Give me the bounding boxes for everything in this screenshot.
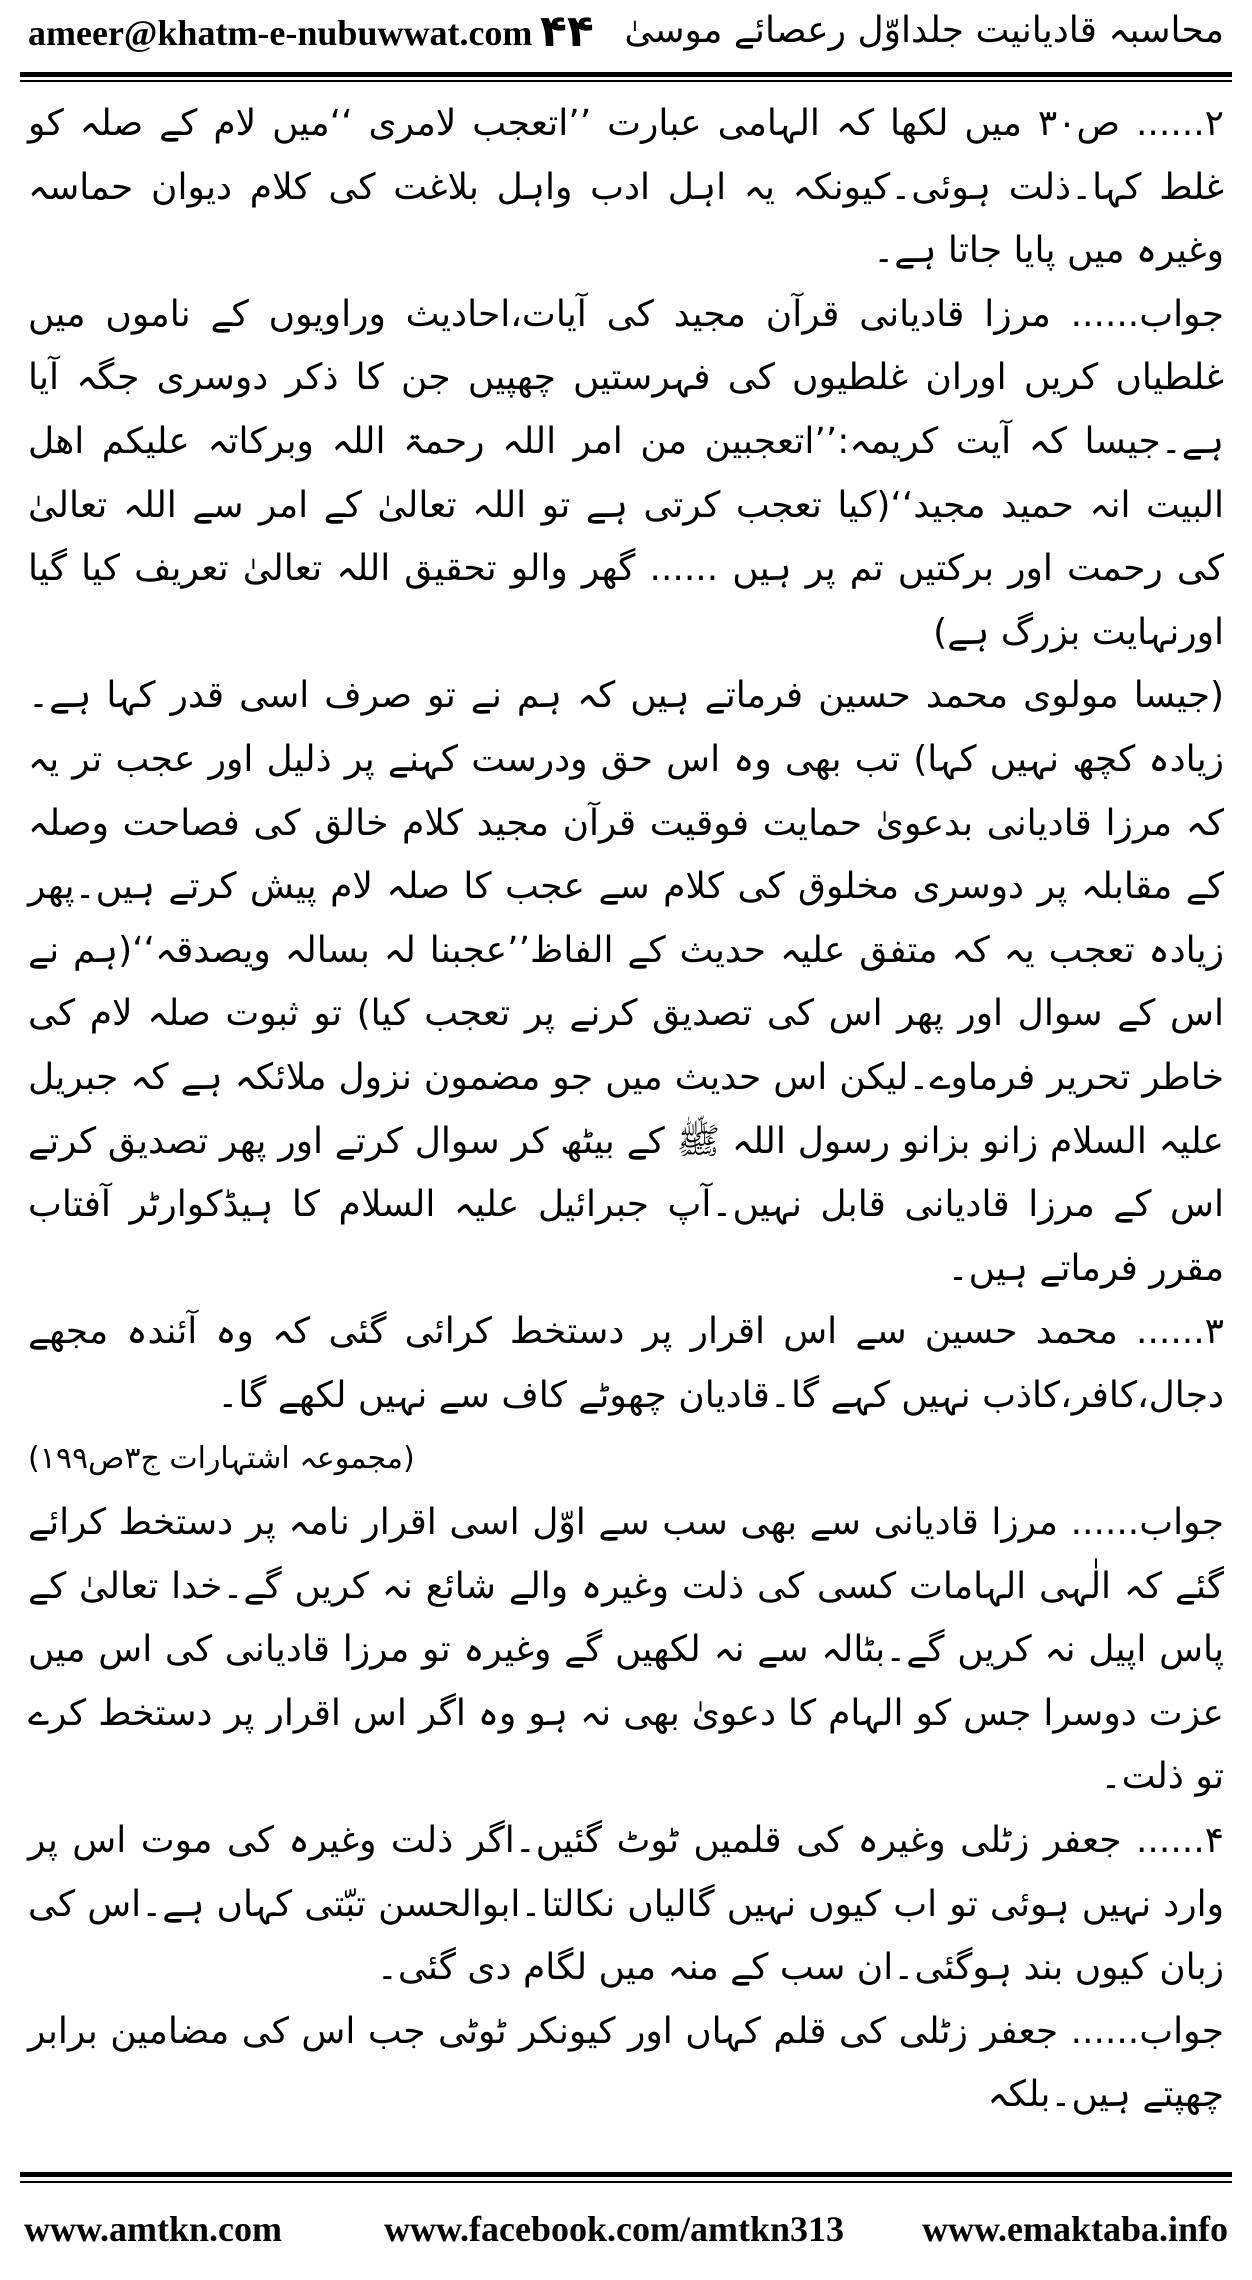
page-footer [24, 2200, 1228, 2260]
footer-link-amtkn[interactable]: www.amtkn.com [24, 2209, 282, 2249]
header-rule-thin [20, 80, 1232, 82]
paragraph-answer-3: جواب...... جعفر زٹلی کی قلم کہاں اور کیونکر ٹوٹی جب اس کی مضامین برابر چھپتے ہیں۔بلکہ [28, 2010, 1224, 2116]
page-header [20, 6, 1232, 70]
page-number: ۴۴ [540, 6, 594, 57]
paragraph-3: ۳...... محمد حسین سے اس اقرار پر دستخط کرائی گئی کہ وہ آئندہ مجھے دجال،کافر،کاذب نہیں کہے گا۔قادیان چھوٹے کاف سے نہیں لکھے گا۔ [28, 1311, 1224, 1416]
page-body [28, 92, 1224, 2162]
book-title: محاسبہ قادیانیت جلداوّل رعصائے موسیٰ [624, 10, 1224, 51]
citation: (مجموعہ اشتہارات ج۳ص۱۹۹) [28, 1441, 415, 1477]
paragraph-answer-1: جواب...... مرزا قادیانی قرآن مجید کی آیات،احادیث وراویوں کے ناموں میں غلطیاں کریں اوران غلطیوں کی فہرستیں چھپیں جن کا ذکر دوسری جگہ آیا ہے۔جیسا کہ آیت کریمہ:’’اتعجبین من امر اللہ رحمۃ اللہ وبرکاتہ علیکم اھل البیت انہ حمید مجید‘‘(کیا تعجب کرتی ہے تو اللہ تعالیٰ کے امر سے اللہ تعالیٰ کی رحمت اور برکتیں تم پر ہیں ...... گھر والو تحقیق اللہ تعالیٰ تعریف کیا گیا اورنہایت بزرگ ہے) [28, 293, 1224, 653]
header-rule-thick [20, 72, 1232, 77]
paragraph-answer-2: جواب...... مرزا قادیانی سے بھی سب سے اوّل اسی اقرار نامہ پر دستخط کرائے گئے کہ الٰہی الہامات کسی کی ذلت وغیرہ والے شائع نہ کریں گے۔خدا تعالیٰ کے پاس اپیل نہ کریں گے۔بٹالہ سے نہ لکھیں گے وغیرہ تو مرزا قادیانی کی اس میں عزت دوسرا جس کو الہام کا دعویٰ بھی نہ ہو وہ اگر اس اقرار پر دستخط کرے تو ذلت۔ [28, 1502, 1224, 1798]
footer-link-emaktaba[interactable]: www.emaktaba.info [921, 2209, 1228, 2249]
header-email[interactable]: ameer@khatm-e-nubuwwat.com [28, 13, 533, 53]
paragraph-2: ۲...... ص۳۰ میں لکھا کہ الہامی عبارت ’’اتعجب لامری ‘‘میں لام کے صلہ کو غلط کہا۔ذلت ہوئی۔کیونکہ یہ اہل ادب واہل بلاغت کی کلام دیوان حماسہ وغیرہ میں پایا جاتا ہے۔ [28, 103, 1224, 272]
paragraph-continuation: (جیسا مولوی محمد حسین فرماتے ہیں کہ ہم نے تو صرف اسی قدر کہا ہے۔زیادہ کچھ نہیں کہا) تب بھی وہ اس حق ودرست کہنے پر ذلیل اور عجب تر یہ کہ مرزا قادیانی بدعویٰ حمایت فوقیت قرآن مجید کلام خالق کی فصاحت وصلہ کے مقابلہ پر دوسری مخلوق کی کلام سے عجب کا صلہ لام پیش کرتے ہیں۔پھر زیادہ تعجب یہ کہ متفق علیہ حدیث کے الفاظ’’عجبنا لہ بسالہ ویصدقہ‘‘(ہم نے اس کے سوال اور پھر اس کی تصدیق کرنے پر تعجب کیا) تو ثبوت صلہ لام کی خاطر تحریر فرماوے۔لیکن اس حدیث میں جو مضمون نزول ملائکہ ہے کہ جبریل علیہ السلام زانو بزانو رسول اللہ ﷺ کے بیٹھ کر سوال کرتے اور پھر تصدیق کرتے اس کے مرزا قادیانی قابل نہیں۔آپ جبرائیل علیہ السلام کا ہیڈکوارٹر آفتاب مقرر فرماتے ہیں۔ [28, 675, 1224, 1289]
footer-rule-thin [20, 2181, 1232, 2183]
footer-rule-thick [20, 2172, 1232, 2177]
paragraph-4: ۴...... جعفر زٹلی وغیرہ کی قلمیں ٹوٹ گئیں۔اگر ذلت وغیرہ کی موت اس پر وارد نہیں ہوئی تو اب کیوں نہیں گالیاں نکالتا۔ابوالحسن تبّتی کہاں ہے۔اس کی زبان کیوں بند ہوگئی۔ان سب کے منہ میں لگام دی گئی۔ [28, 1820, 1224, 1989]
footer-link-facebook[interactable]: www.facebook.com/amtkn313 [384, 2209, 844, 2249]
